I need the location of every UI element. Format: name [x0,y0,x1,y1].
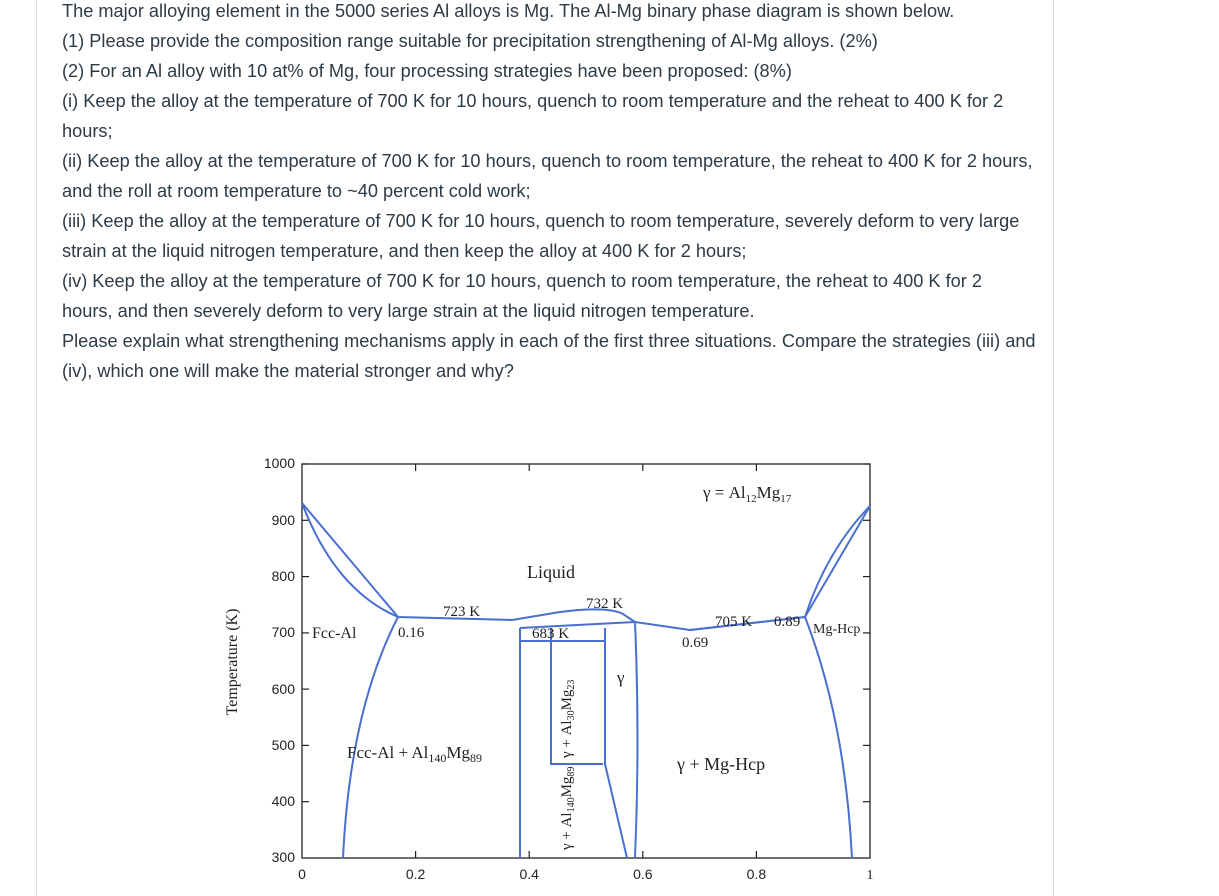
y-tick-300: 300 [271,849,295,865]
y-tick-900: 900 [271,512,295,528]
gamma-mghcp-label: γ + Mg-Hcp [677,754,766,774]
question-intro: The major alloying element in the 5000 series Al alloys is Mg. The Al-Mg binary phase diagram is shown below. [62,1,955,21]
label-016: 0.16 [398,625,425,641]
question-text [62,0,1037,386]
x-tick-1: 1 [866,868,874,883]
x-tick-0.8: 0.8 [746,866,767,882]
gamma-label: γ [617,668,625,687]
x-tick-0: 0 [298,866,306,882]
label-683k: 683 K [532,626,570,642]
label-089: 0.89 [774,614,801,630]
x-tick-0.6: 0.6 [633,866,653,882]
x-tick-0.4: 0.4 [519,866,539,882]
fcc-two-phase-label: $Fcc-Al + Al_{140}Mg_{89}$ [347,743,482,765]
mg-hcp-solvus [805,617,852,858]
gamma-al30-label: $\gamma + Al_{30}Mg_{23}$ [559,679,577,758]
strategy-iii: (iii) Keep the alloy at the temperature of 700 K for 10 hours, quench to room temperature, severely deform to very large strain at the liquid nitrogen temperature, and then keep the alloy at 400 K for 2 hours; [62,211,1020,261]
label-069: 0.69 [682,635,709,651]
label-705k: 705 K [715,614,753,630]
liquid-label: Liquid [527,562,575,582]
question-part-2: (2) For an Al alloy with 10 at% of Mg, four processing strategies have been proposed: (8%) [62,61,792,81]
question-closing: Please explain what strengthening mechanisms apply in each of the first three situations. Compare the strategies (iii) and (iv), which one will make the material stronger and why? [62,331,1036,381]
y-tick-700: 700 [271,624,295,640]
y-tick-400: 400 [271,793,295,809]
y-tick-600: 600 [271,681,295,697]
x-tick-marks [416,464,757,858]
gamma-right-boundary [635,622,638,858]
strategy-i: (i) Keep the alloy at the temperature of 700 K for 10 hours, quench to room temperature and the reheat to 400 K for 2 hours; [62,91,1004,141]
label-732k: 732 K [586,596,624,612]
mg-hcp-label: Mg-Hcp [813,622,861,637]
plot-frame [302,464,870,858]
question-part-1: (1) Please provide the composition range suitable for precipitation strengthening of Al-Mg alloys. (2%) [62,31,878,51]
y-axis-label: Temperature (K) [224,608,241,716]
fcc-al-label: Fcc-Al [312,625,357,642]
strategy-ii: (ii) Keep the alloy at the temperature of 700 K for 10 hours, quench to room temperature, the reheat to 400 K for 2 hours, and the roll at room temperature to ~40 percent cold work; [62,151,1033,201]
strategy-iv: (iv) Keep the alloy at the temperature of 700 K for 10 hours, quench to room temperature, the reheat to 400 K for 2 hours, and then severely deform to very large strain at the liquid nitrogen temperature. [62,271,983,321]
gamma-left-boundary [605,628,627,858]
phase-diagram [215,440,895,896]
y-tick-800: 800 [271,568,295,584]
solvus-fcc-al [343,617,398,858]
y-tick-500: 500 [271,737,295,753]
label-723k: 723 K [443,604,481,620]
gamma-al140-label: $\gamma + Al_{140}Mg_{89}$ [559,766,577,850]
y-tick-1000: 1000 [263,455,295,471]
gamma-definition: $\gamma = Al_{12}Mg_{17}$ [703,483,792,505]
liquidus-left [302,503,512,620]
x-tick-0.2: 0.2 [405,866,426,882]
